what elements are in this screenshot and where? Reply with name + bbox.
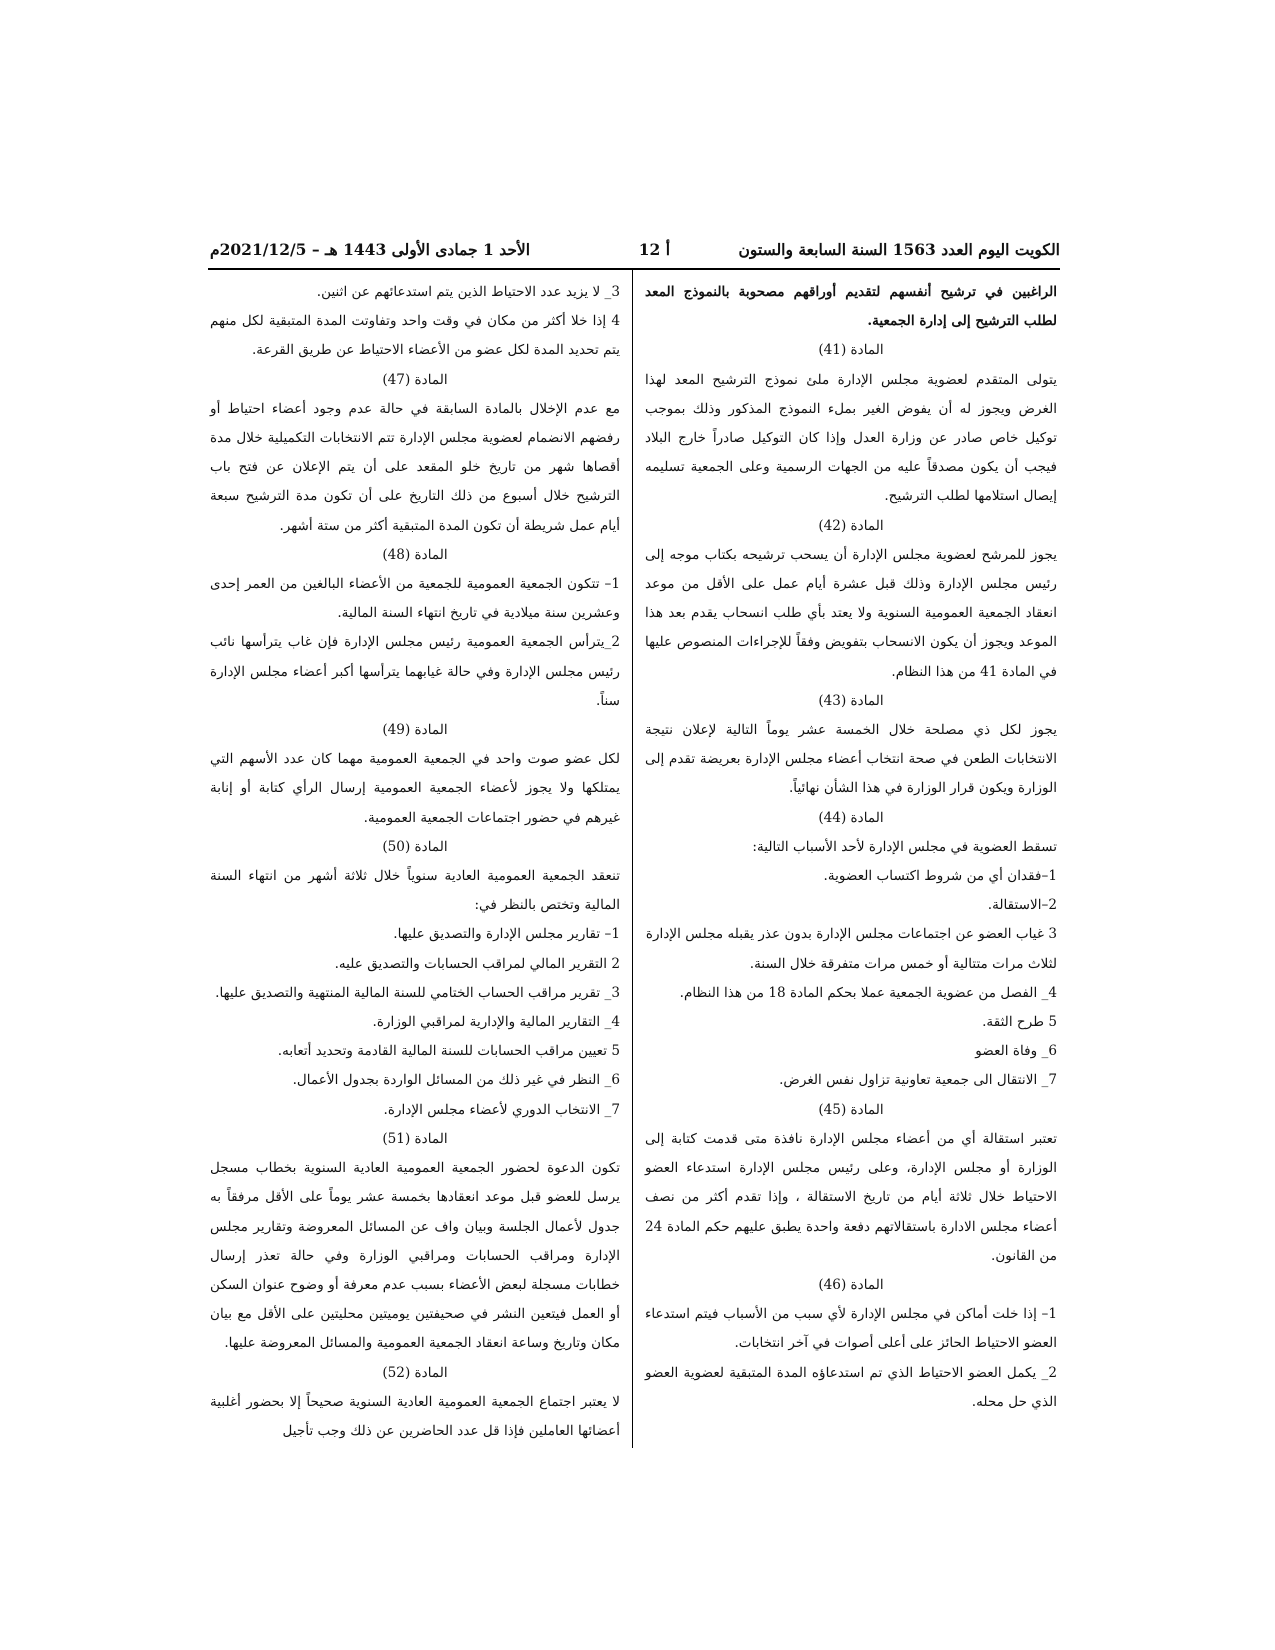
list-item: 1– تقارير مجلس الإدارة والتصديق عليها. — [393, 926, 620, 943]
list-item: 7_ الانتخاب الدوري لأعضاء مجلس الإدارة. — [383, 1101, 620, 1118]
list-item: 2_يترأس الجمعية العمومية رئيس مجلس الإدارة فإن غاب يترأسها نائب رئيس مجلس الإدارة وفي حالة غيابهما يترأسها أكبر أعضاء مجلس الإدارة سناً. — [210, 634, 620, 709]
header-gazette-info: الكويت اليوم العدد 1563 السنة السابعة والستون — [738, 240, 1060, 259]
page-header — [208, 240, 1060, 264]
list-item: 1– إذا خلت أماكن في مجلس الإدارة لأي سبب من الأسباب فيتم استدعاء العضو الاحتياط الحائز على أعلى أصوات في آخر انتخابات. — [645, 1306, 1057, 1352]
article-title-42: المادة (42) — [818, 517, 884, 534]
list-item: 4 إذا خلا أكثر من مكان في وقت واحد وتفاوتت المدة المتبقية لكل منهم يتم تحديد المدة لكل عضو من الأعضاء الاحتياط عن طريق القرعة. — [210, 313, 620, 359]
article-41-text: يتولى المتقدم لعضوية مجلس الإدارة ملئ نموذج الترشيح المعد لهذا الغرض ويجوز له أن يفوض الغير بملء النموذج المذكور وذلك بموجب توكيل خاص صادر عن وزارة العدل وإذا كان التوكيل صادراً خارج البلاد فيجب أن يكون مصدقاً عليه من الجهات الرسمية وعلى الجمعية تسليمه إيصال استلامها لطلب الترشيح. — [645, 371, 1057, 505]
article-45-text: تعتبر استقالة أي من أعضاء مجلس الإدارة نافذة متى قدمت كتابة إلى الوزارة أو مجلس الإدارة، وعلى رئيس مجلس الإدارة استدعاء العضو الاحتياط خلال ثلاثة أيام من تاريخ الاستقالة ، وإذا تقدم أكثر من نصف أعضاء مجلس الادارة باستقالاتهم دفعة واحدة يطبق عليهم حكم المادة 24 من القانون. — [645, 1130, 1057, 1264]
article-50-intro: تنعقد الجمعية العمومية العادية سنوياً خلال ثلاثة أشهر من انتهاء السنة المالية وتختص بالنظر في: — [210, 868, 620, 914]
list-item: 3 غياب العضو عن اجتماعات مجلس الإدارة بدون عذر يقبله مجلس الإدارة لثلاث مرات متتالية أو خمس مرات متفرقة خلال السنة. — [645, 926, 1057, 972]
article-title-52: المادة (52) — [382, 1364, 448, 1381]
article-52-text: لا يعتبر اجتماع الجمعية العمومية العادية السنوية صحيحاً إلا بحضور أغلبية أعضائها العاملين فإذا قل عدد الحاضرين عن ذلك وجب تأجيل — [210, 1393, 620, 1439]
article-title-45: المادة (45) — [818, 1101, 884, 1118]
article-47-text: مع عدم الإخلال بالمادة السابقة في حالة عدم وجود أعضاء احتياط أو رفضهم الانضمام لعضوية مجلس الإدارة تتم الانتخابات التكميلية خلال مدة أقصاها شهر من تاريخ خلو المقعد على أن يتم الإعلان عن فتح باب الترشيح خلال أسبوع من ذلك التاريخ على أن تكون مدة الترشيح سبعة أيام عمل شريطة أن تكون المدة المتبقية أكثر من ستة أشهر. — [210, 400, 620, 534]
list-item: 3_ لا يزيد عدد الاحتياط الذين يتم استدعائهم عن اثنين. — [316, 284, 620, 300]
header-date: الأحد 1 جمادى الأولى 1443 هـ – 2021/12/5م — [210, 240, 531, 259]
list-item: 4_ التقارير المالية والإدارية لمراقبي الوزارة. — [372, 1014, 620, 1031]
list-item: 5 تعيين مراقب الحسابات للسنة المالية القادمة وتحديد أتعابه. — [277, 1043, 620, 1060]
list-item: 1–فقدان أي من شروط اكتساب العضوية. — [823, 868, 1057, 885]
list-item: 7_ الانتقال الى جمعية تعاونية تزاول نفس الغرض. — [779, 1072, 1057, 1089]
column-divider — [632, 268, 633, 1448]
list-item: 4_ الفصل من عضوية الجمعية عملا بحكم المادة 18 من هذا النظام. — [679, 984, 1057, 1001]
article-title-49: المادة (49) — [382, 722, 448, 739]
list-item: 2–الاستقالة. — [987, 897, 1057, 914]
article-42-text: يجوز للمرشح لعضوية مجلس الإدارة أن يسحب ترشيحه بكتاب موجه إلى رئيس مجلس الإدارة وذلك قبل عشرة أيام عمل على الأقل من موعد انعقاد الجمعية العمومية السنوية ولا يعتد بأي طلب انسحاب يقدم بعد هذا الموعد ويجوز أن يكون الانسحاب بتفويض وفقاً للإجراءات المنصوص عليها في المادة 41 من هذا النظام. — [645, 546, 1057, 680]
left-column — [210, 278, 620, 1446]
article-title-43: المادة (43) — [818, 692, 884, 709]
article-title-47: المادة (47) — [382, 371, 448, 388]
list-item: 6_ النظر في غير ذلك من المسائل الواردة بجدول الأعمال. — [292, 1072, 620, 1089]
list-item: 2_ يكمل العضو الاحتياط الذي تم استدعاؤه المدة المتبقية لعضوية العضو الذي حل محله. — [645, 1364, 1057, 1410]
article-49-text: لكل عضو صوت واحد في الجمعية العمومية مهما كان عدد الأسهم التي يمتلكها ولا يجوز لأعضاء الجمعية العمومية إرسال الرأي كتابة أو إنابة غيرهم في حضور اجتماعات الجمعية العمومية. — [210, 751, 620, 826]
right-column — [645, 278, 1057, 1417]
article-title-46: المادة (46) — [818, 1276, 884, 1293]
article-title-50: المادة (50) — [382, 838, 448, 855]
paragraph: الراغبين في ترشيح أنفسهم لتقديم أوراقهم مصحوبة بالنموذج المعد لطلب الترشيح إلى إدارة الجمعية. — [645, 284, 1057, 330]
article-44-intro: تسقط العضوية في مجلس الإدارة لأحد الأسباب التالية: — [752, 838, 1057, 855]
list-item: 6_ وفاة العضو — [975, 1043, 1057, 1060]
article-title-41: المادة (41) — [818, 342, 884, 359]
header-rule — [208, 268, 1060, 270]
list-item: 1– تتكون الجمعية العمومية للجمعية من الأعضاء البالغين من العمر إحدى وعشرين سنة ميلادية في تاريخ انتهاء السنة المالية. — [210, 576, 620, 622]
article-title-44: المادة (44) — [818, 809, 884, 826]
article-title-51: المادة (51) — [382, 1130, 448, 1147]
article-title-48: المادة (48) — [382, 546, 448, 563]
article-51-text: تكون الدعوة لحضور الجمعية العمومية العادية السنوية بخطاب مسجل يرسل للعضو قبل موعد انعقادها بخمسة عشر يوماً على الأقل مرفقاً به جدول لأعمال الجلسة وبيان واف عن المسائل المعروضة وتقارير مجلس الإدارة ومراقب الحسابات ومراقبي الوزارة وفي حالة تعذر إرسال خطابات مسجلة لبعض الأعضاء بسبب عدم معرفة أو وضوح عنوان السكن أو العمل فيتعين النشر في صحيفتين يوميتين محليتين على الأقل مع بيان مكان وتاريخ وساعة انعقاد الجمعية العمومية والمسائل المعروضة عليها. — [210, 1160, 620, 1352]
article-43-text: يجوز لكل ذي مصلحة خلال الخمسة عشر يوماً التالية لإعلان نتيجة الانتخابات الطعن في صحة انتخاب أعضاء مجلس الإدارة بعريضة تقدم إلى الوزارة ويكون قرار الوزارة في هذا الشأن نهائياً. — [645, 722, 1057, 797]
list-item: 2 التقرير المالي لمراقب الحسابات والتصديق عليه. — [334, 955, 620, 972]
list-item: 5 طرح الثقة. — [982, 1014, 1057, 1031]
header-page-number: أ 12 — [638, 240, 670, 259]
list-item: 3_ تقرير مراقب الحساب الختامي للسنة المالية المنتهية والتصديق عليها. — [215, 984, 620, 1001]
